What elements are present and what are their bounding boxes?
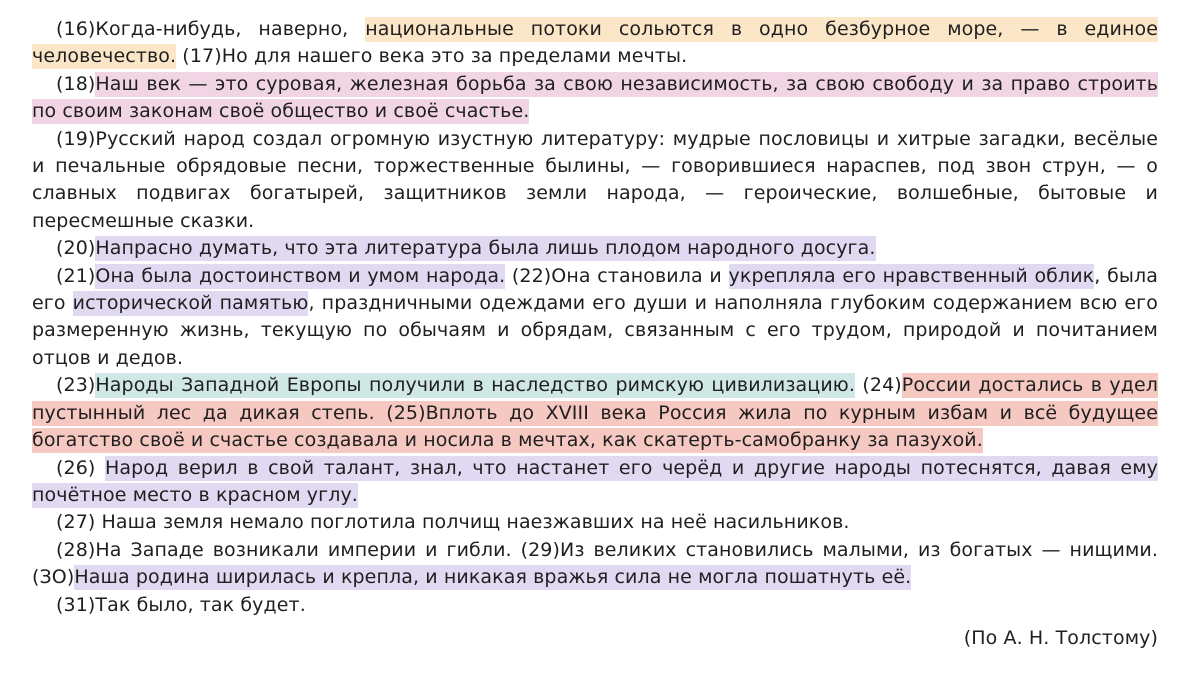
plain-text: (22)Она становила и — [505, 264, 729, 287]
paragraph — [32, 71, 1158, 126]
attribution: (По А. Н. Толстому) — [963, 626, 1158, 649]
highlighted-text-lavender: Наша родина ширилась и крепла, и никакая вражья сила не могла пошатнуть её. — [74, 566, 912, 589]
paragraph — [32, 16, 1158, 71]
paragraph — [32, 509, 1158, 536]
paragraph — [32, 126, 1158, 236]
plain-text: (19)Русский народ создал огромную изустную литературу: мудрые пословицы и хитрые загадки, весёлые и печальные обрядовые песни, торжественные былины, — говорившиеся нараспев, под звон струн, — о славных подвигах богатырей, защитников земли народа, — героические, волшебные, бытовые и пересмешные сказки. — [32, 127, 1158, 232]
paragraph — [32, 235, 1158, 262]
plain-text: , праздничными одеждами его души и наполняла глубоким содержанием всю его размеренную жизнь, текущую по обычаям и обрядам, связанным с его трудом, природой и почитанием отцов и дедов. — [32, 292, 1158, 369]
plain-text: (28)На Западе возникали империи и гибли. (29)Из великих становились малыми, из богатых — нищими. (ЗО) — [32, 538, 1158, 589]
paragraph — [32, 263, 1158, 373]
plain-text: (27) Наша земля немало поглотила полчищ наезжавших на неё насильников. — [56, 511, 850, 534]
highlighted-text-orange: национальные потоки сольются в одно безбурное море, — в единое человечество. — [32, 18, 1159, 68]
highlighted-text-lavender: Она была достоинством и умом народа. — [95, 264, 506, 287]
highlighted-text-salmon: России достались в удел пустынный лес да дикая степь. (25)Вплоть до XVIII века Россия жила по курным избам и всё будущее богатство своё и счастье создавала и носила в мечтах, как скатерть-самобранку за пазухой. — [32, 374, 1158, 452]
plain-text: , была его — [32, 264, 1158, 315]
plain-text: (21) — [56, 264, 96, 287]
document-text — [32, 16, 1158, 652]
paragraph — [32, 592, 1158, 619]
plain-text: (31)Так было, так будет. — [56, 593, 306, 616]
paragraph — [32, 537, 1158, 592]
paragraph-list — [32, 16, 1158, 619]
plain-text: (23) — [56, 374, 96, 397]
highlighted-text-lavender: исторической памятью — [72, 292, 309, 315]
plain-text: (24) — [855, 374, 902, 397]
plain-text: (18) — [56, 72, 96, 95]
highlighted-text-lavender: укрепляла его нравственный облик — [728, 264, 1095, 287]
highlighted-text-pink: Наш век — это суровая, железная борьба за свою независимость, за свою свободу и за право строить по своим законам своё общество и своё счастье. — [32, 72, 1158, 123]
plain-text: (16)Когда-нибудь, наверно, — [56, 18, 366, 40]
highlighted-text-lavender: Напрасно думать, что эта литература была лишь плодом народного досуга. — [95, 237, 876, 260]
plain-text: (26) — [56, 456, 105, 479]
highlighted-text-teal: Народы Западной Европы получили в наследство римскую цивилизацию. — [95, 374, 856, 397]
plain-text: (17)Но для нашего века это за пределами мечты. — [176, 45, 688, 68]
paragraph — [32, 372, 1158, 454]
paragraph — [32, 455, 1158, 510]
plain-text: (20) — [56, 237, 96, 260]
highlighted-text-lavender: Народ верил в свой талант, знал, что настанет его черёд и другие народы потеснятся, давая ему почётное место в красном углу. — [32, 456, 1158, 506]
